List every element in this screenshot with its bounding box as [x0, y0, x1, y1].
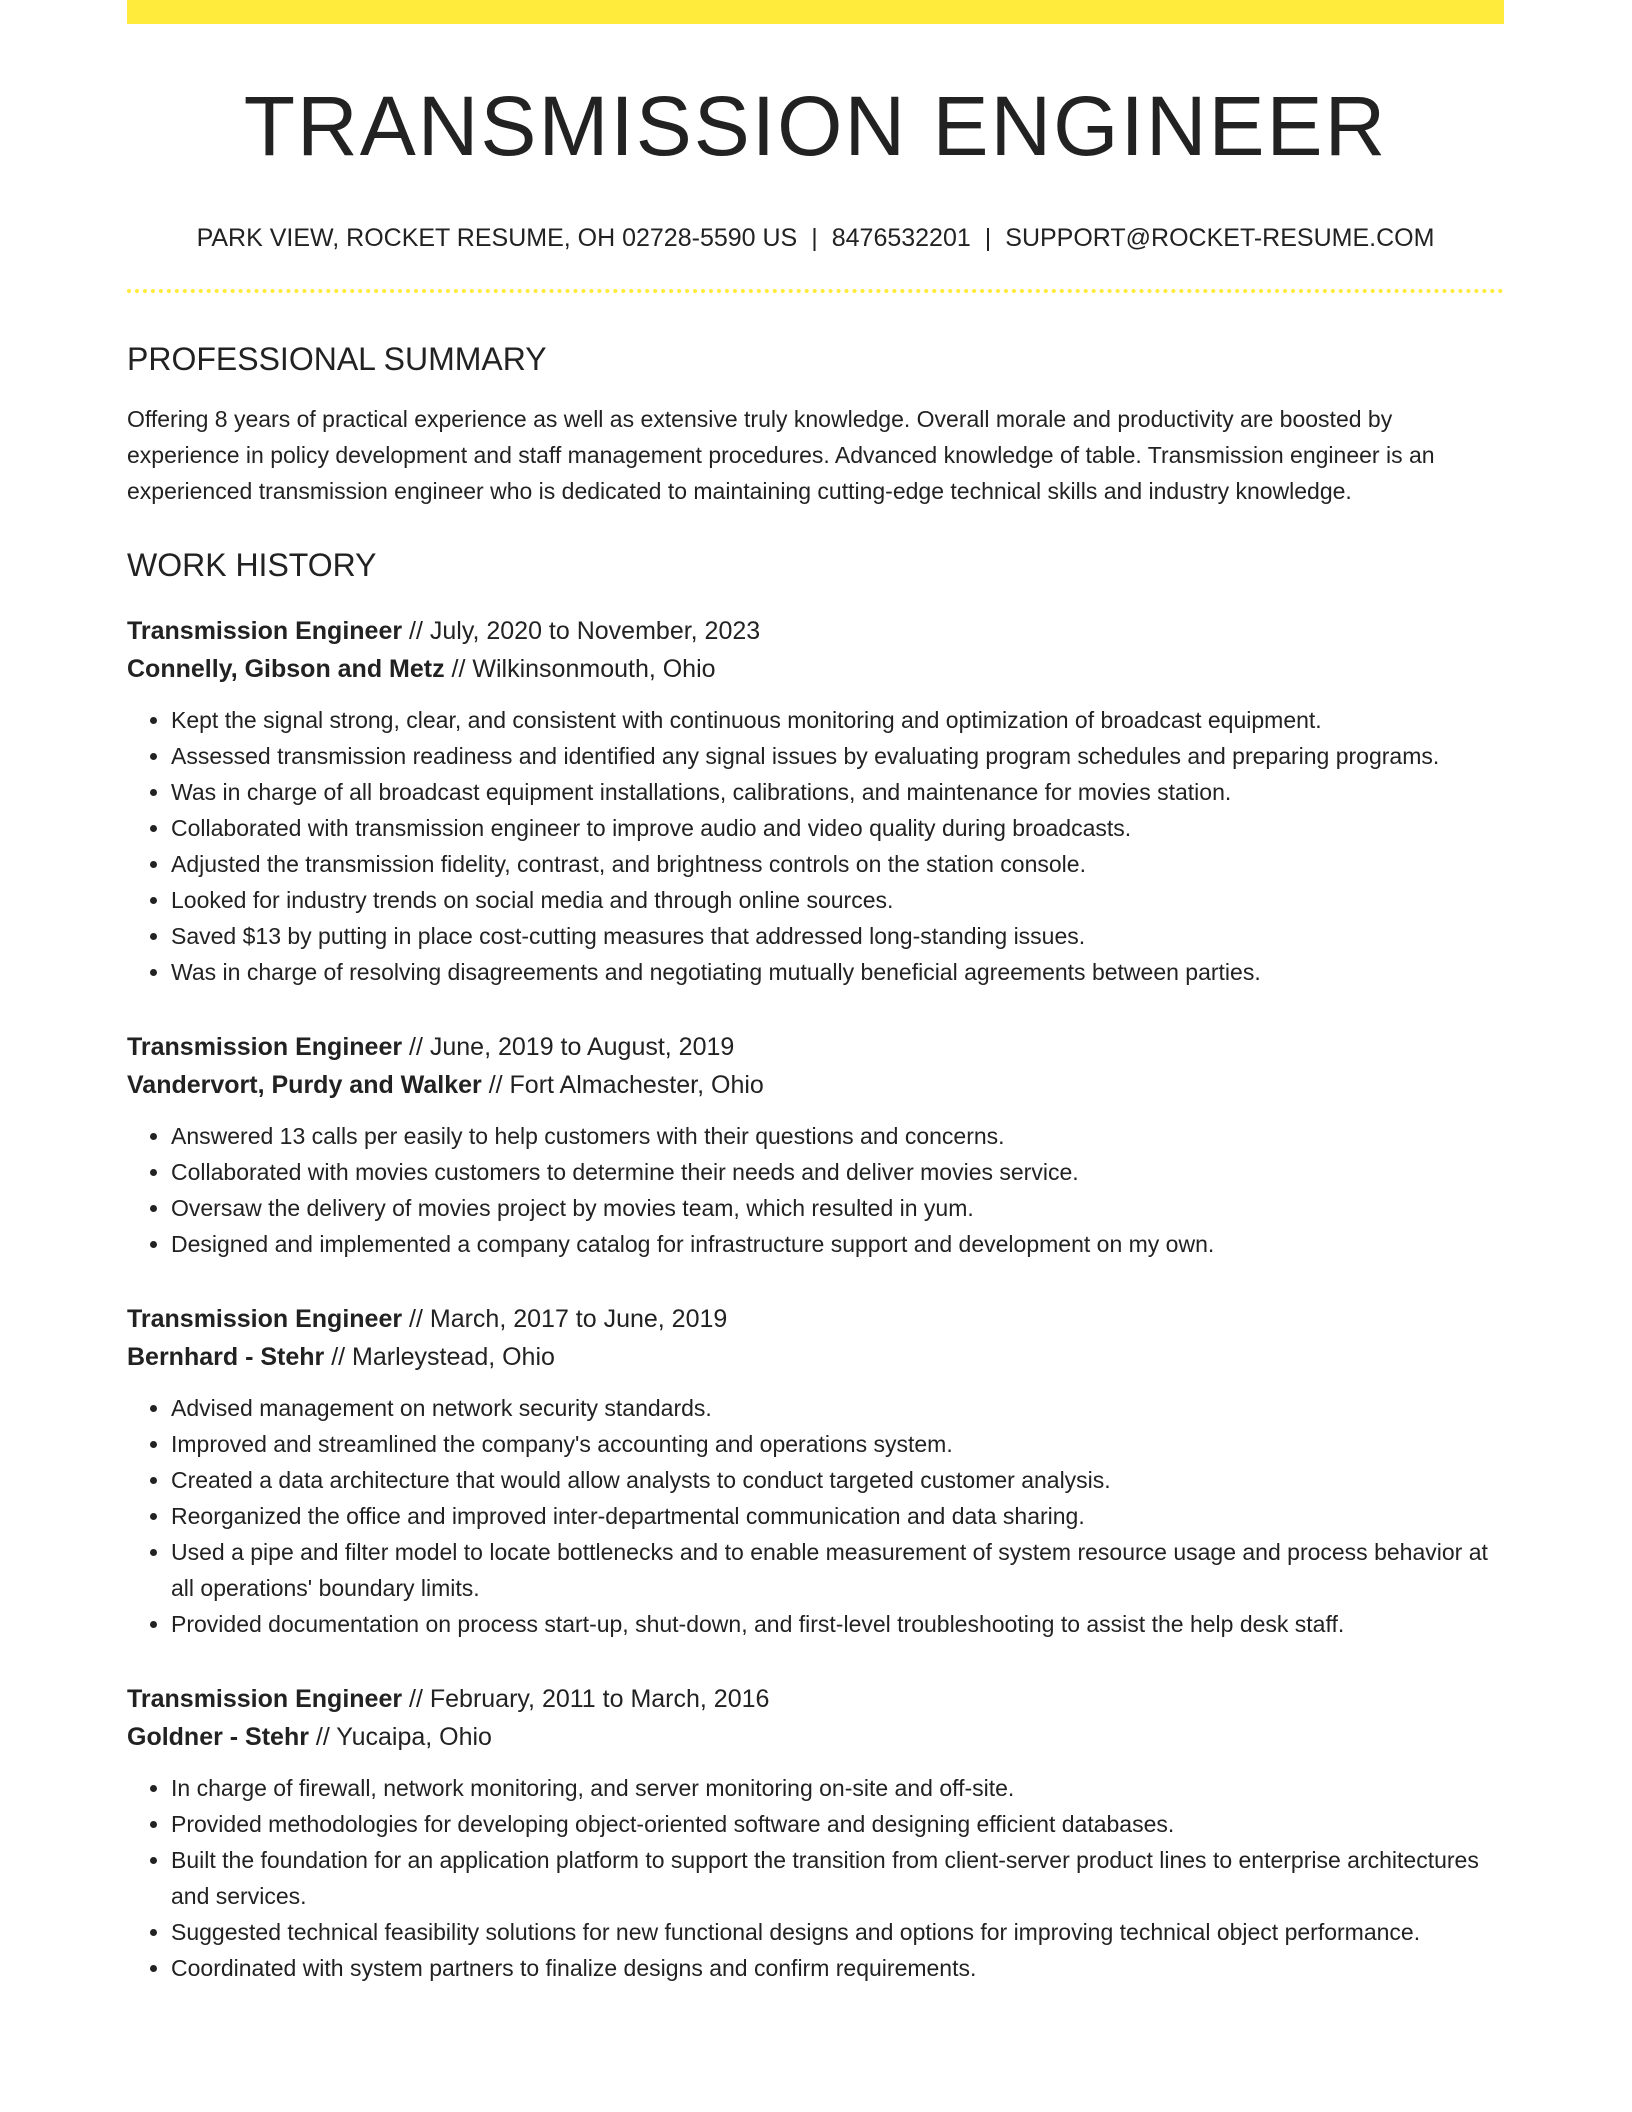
job-entry — [127, 612, 1504, 990]
job-bullet: • Built the foundation for an application platform to support the transition from client-server product lines to enterprise architectures and services. — [171, 1842, 1504, 1914]
job-company-line — [127, 1718, 1504, 1756]
job-bullet: • Answered 13 calls per easily to help customers with their questions and concerns. — [171, 1118, 1504, 1154]
job-company: Goldner - Stehr — [127, 1723, 309, 1751]
job-bullet-list — [127, 1770, 1504, 1986]
job-bullet: • Adjusted the transmission fidelity, contrast, and brightness controls on the station console. — [171, 846, 1504, 882]
job-bullet: • Created a data architecture that would allow analysts to conduct targeted customer analysis. — [171, 1462, 1504, 1498]
job-bullet-list — [127, 702, 1504, 990]
resume-title: TRANSMISSION ENGINEER — [243, 79, 1388, 173]
job-bullet: • Provided documentation on process start-up, shut-down, and first-level troubleshooting to assist the help desk staff. — [171, 1606, 1504, 1642]
job-bullet-list — [127, 1118, 1504, 1262]
job-bullet: • Was in charge of resolving disagreements and negotiating mutually beneficial agreements between parties. — [171, 954, 1504, 990]
job-company-line — [127, 650, 1504, 688]
job-bullet: • Provided methodologies for developing object-oriented software and designing efficient databases. — [171, 1806, 1504, 1842]
job-title: Transmission Engineer — [127, 1033, 403, 1061]
job-bullet: • Designed and implemented a company catalog for infrastructure support and development on my own. — [171, 1226, 1504, 1262]
contact-separator: | — [811, 224, 818, 252]
dotted-divider — [127, 289, 1504, 293]
job-location: // Fort Almachester, Ohio — [481, 1071, 764, 1099]
job-title-line — [127, 1680, 1504, 1718]
job-dates: // March, 2017 to June, 2019 — [402, 1305, 728, 1333]
job-bullet: • Oversaw the delivery of movies project by movies team, which resulted in yum. — [171, 1190, 1504, 1226]
job-dates: // July, 2020 to November, 2023 — [402, 617, 761, 645]
job-bullet: • In charge of firewall, network monitoring, and server monitoring on-site and off-site. — [171, 1770, 1504, 1806]
job-dates: // June, 2019 to August, 2019 — [402, 1033, 735, 1061]
summary-text: Offering 8 years of practical experience as well as extensive truly knowledge. Overall morale and productivity are boosted by experience in policy development and staff management procedures. Advanced knowledge of table. Transmission engineer is an experienced transmission engineer who is dedicated to maintaining cutting-edge technical skills and industry knowledge. — [127, 406, 1435, 504]
job-bullet: • Collaborated with movies customers to determine their needs and deliver movies service. — [171, 1154, 1504, 1190]
job-location: // Marleystead, Ohio — [324, 1343, 555, 1371]
job-bullet: • Improved and streamlined the company's accounting and operations system. — [171, 1426, 1504, 1462]
job-bullet: • Collaborated with transmission engineer to improve audio and video quality during broadcasts. — [171, 810, 1504, 846]
summary-heading: PROFESSIONAL SUMMARY — [127, 341, 547, 377]
top-accent-bar — [127, 0, 1504, 24]
job-location: // Yucaipa, Ohio — [308, 1723, 492, 1751]
job-title-line — [127, 1300, 1504, 1338]
job-bullet-list — [127, 1390, 1504, 1642]
job-title: Transmission Engineer — [127, 1305, 403, 1333]
job-bullet: • Used a pipe and filter model to locate bottlenecks and to enable measurement of system resource usage and process behavior at all operations' boundary limits. — [171, 1534, 1504, 1606]
job-dates: // February, 2011 to March, 2016 — [402, 1685, 770, 1713]
contact-separator: | — [984, 224, 992, 252]
job-location: // Wilkinsonmouth, Ohio — [444, 655, 716, 683]
contact-email[interactable]: SUPPORT@ROCKET-RESUME.COM — [1005, 224, 1435, 252]
job-bullet: • Advised management on network security standards. — [171, 1390, 1504, 1426]
job-bullet: • Saved $13 by putting in place cost-cutting measures that addressed long-standing issues. — [171, 918, 1504, 954]
job-title: Transmission Engineer — [127, 617, 403, 645]
contact-phone[interactable]: 8476532201 — [831, 224, 971, 252]
job-entry — [127, 1680, 1504, 1986]
contact-address: PARK VIEW, ROCKET RESUME, OH 02728-5590 US — [196, 224, 798, 252]
job-company: Vandervort, Purdy and Walker — [127, 1071, 482, 1099]
resume-page — [127, 0, 1504, 1986]
job-bullet: • Kept the signal strong, clear, and consistent with continuous monitoring and optimization of broadcast equipment. — [171, 702, 1504, 738]
contact-line — [127, 226, 1504, 251]
job-title-line — [127, 1028, 1504, 1066]
job-bullet: • Looked for industry trends on social media and through online sources. — [171, 882, 1504, 918]
job-entry — [127, 1300, 1504, 1642]
job-bullet: • Was in charge of all broadcast equipment installations, calibrations, and maintenance for movies station. — [171, 774, 1504, 810]
job-bullet: • Assessed transmission readiness and identified any signal issues by evaluating program schedules and preparing programs. — [171, 738, 1504, 774]
job-company: Bernhard - Stehr — [127, 1343, 325, 1371]
job-title: Transmission Engineer — [127, 1685, 403, 1713]
job-bullet: • Coordinated with system partners to finalize designs and confirm requirements. — [171, 1950, 1504, 1986]
job-bullet: • Reorganized the office and improved inter-departmental communication and data sharing. — [171, 1498, 1504, 1534]
job-company-line — [127, 1066, 1504, 1104]
job-entry — [127, 1028, 1504, 1262]
work-history-list — [127, 612, 1504, 1986]
job-company: Connelly, Gibson and Metz — [127, 655, 445, 683]
job-title-line — [127, 612, 1504, 650]
work-history-heading: WORK HISTORY — [127, 547, 377, 583]
job-company-line — [127, 1338, 1504, 1376]
job-bullet: • Suggested technical feasibility solutions for new functional designs and options for improving technical object performance. — [171, 1914, 1504, 1950]
